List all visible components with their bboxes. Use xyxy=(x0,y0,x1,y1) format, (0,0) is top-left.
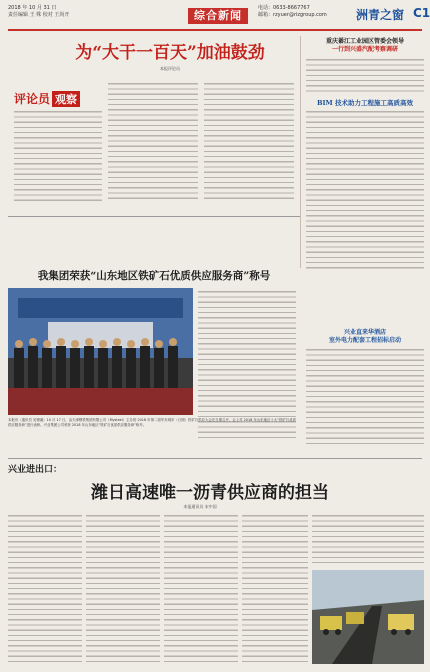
masthead-meta xyxy=(8,5,128,18)
bottom-headline: 潍日高速唯一沥青供应商的担当 xyxy=(91,483,329,503)
newspaper-logo: 洲青之窗 xyxy=(356,8,405,22)
email: 邮箱：rzyuer@rizgroup.com xyxy=(258,11,327,18)
bottom-body-col2 xyxy=(86,514,160,666)
commentary-body-col3 xyxy=(204,82,294,202)
issue-date: 2018 年 10 月 31 日 xyxy=(8,5,57,11)
right-article1-body xyxy=(306,58,424,92)
bottom-body-col5 xyxy=(312,514,424,566)
commentary-body-col2 xyxy=(108,82,198,202)
award-body-col2 xyxy=(198,290,296,438)
highway-photo-illustration xyxy=(312,570,424,664)
bottom-byline: 本报通讯员 宋中国 xyxy=(183,504,217,509)
right-article2-body xyxy=(306,110,424,270)
highway-photo xyxy=(312,570,424,664)
right-article3-subtitle: 室外电力配套工程招标启动 xyxy=(328,337,401,344)
bottom-section-label: 兴业进出口： xyxy=(8,465,63,475)
commentary-badge xyxy=(14,88,94,108)
commentary-headline: 为“大干一百天”加油鼓劲 xyxy=(75,43,265,63)
award-caption: 本报讯（通讯员 吴锡溪）10 月 17 日，由天津钢铁集团有限公司（Mysteel）主办的 2018 年第二届华东城市（日照）铁矿石供应大会在日照召开，会上对 2018 年山东地区十大“铁矿石优质供应服务商”进行表彰。兴业集团公司荣获 2018 年山东地区“铁矿石优质供应服务商”称号。 xyxy=(8,418,296,428)
badge-right: 观察 xyxy=(52,91,80,107)
award-photo xyxy=(8,288,193,415)
commentary-body-col1 xyxy=(14,110,102,202)
right-article3-body xyxy=(306,348,424,448)
bottom-body-col4 xyxy=(242,514,308,666)
award-photo-illustration xyxy=(8,288,193,415)
right-article3-headline xyxy=(306,329,424,345)
right-article3-title: 兴业直来华酒店 xyxy=(343,329,386,336)
right-article1-title: 重庆綦江工业园区管委会领导 xyxy=(325,38,404,45)
editor-line: 责任编辑 王 殊 校对 王尚开 xyxy=(8,11,70,18)
right-article1-subtitle: 一行到兴盛汽配考察调研 xyxy=(331,46,398,53)
badge-left: 评论员 xyxy=(14,92,51,106)
contact-info xyxy=(258,5,338,18)
bottom-body-col1 xyxy=(8,514,82,666)
right-article1-headline xyxy=(306,38,424,54)
award-headline: 我集团荣获“山东地区铁矿石优质供应服务商”称号 xyxy=(37,270,271,282)
column-divider xyxy=(300,36,301,268)
bottom-body-col3 xyxy=(164,514,238,666)
page-number: C1 xyxy=(413,6,430,20)
commentary-byline: 本报评论员 xyxy=(160,66,180,71)
right-article2-headline: BIM 技术助力工程施工高质高效 xyxy=(317,99,413,107)
header-rule xyxy=(8,29,422,31)
divider xyxy=(8,216,300,217)
section-title: 综合新闻 xyxy=(188,8,248,24)
phone: 电话：0633-8667767 xyxy=(258,5,310,11)
divider xyxy=(8,458,422,459)
